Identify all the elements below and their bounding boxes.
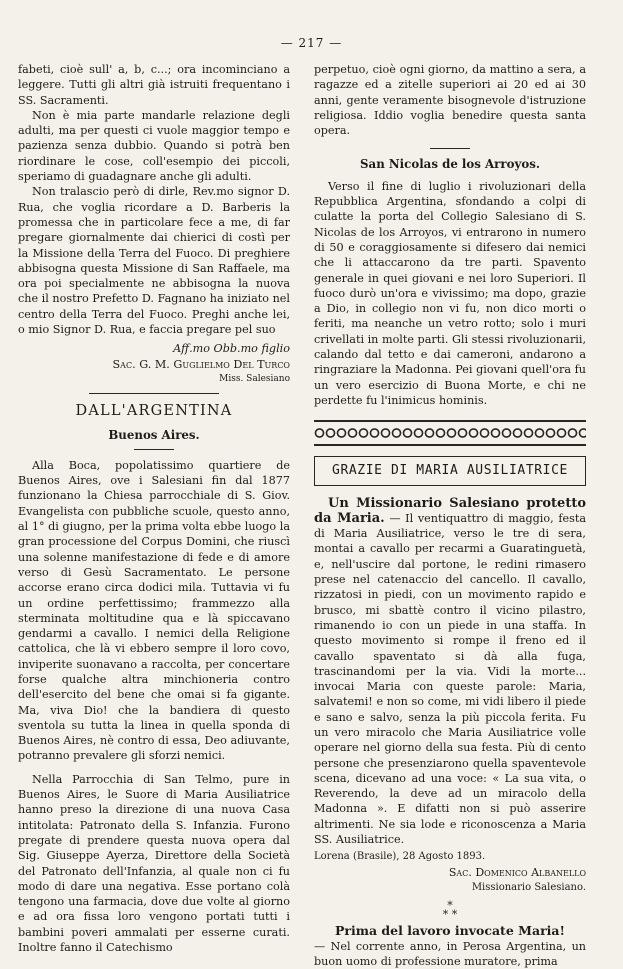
- signature-title: Miss. Salesiano: [219, 373, 290, 384]
- paragraph: Non è mia parte mandarle relazione degli adulti, ma per questi ci vuole maggior tempo e pazienza senza dubbio. Quando si potrà ben riordinare le cose, coll'esempio dei piccoli, speriamo di guadagnare anche gli adulti.: [18, 108, 290, 184]
- article-body: — Il ventiquattro di maggio, festa di Maria Ausiliatrice, verso le tre di sera, montai a cavallo per recarmi a Guaratinguetà, e, nell'uscire dal portone, le redini rimasero prese nel catenaccio del cancello. Il cavallo, rizzatosi in piedi, con un movimento rapido e brusco, mi sbattè contro il vicino pilastro, rimanendo io con un piede in una staffa. In questo movimento si rompe il freno ed il cavallo spaventato si dà alla fuga, trascinandomi per la via. Vidi la morte... invocai Maria con queste parole: Maria, salvatemi! e non so come, mi vidi libero il piede e sano e salvo, senza la più piccola ferita. Fu un vero miracolo che Maria Ausiliatrice volle operare nel giorno della sua festa. Più di cento persone che presenziarono quella spaventevole scena, dicevano ad una voce: « La sua vita, o Reverendo, la deve ad un miracolo della Madonna ». E difatti non si può asserire altrimenti. Ne sia lode e riconoscenza a Maria SS. Ausiliatrice.: [314, 511, 586, 847]
- paragraph: perpetuo, cioè ogni giorno, da mattino a sera, a ragazze ed a zitelle superiori ai 20 ed ai 30 anni, gente veramente bisognevole d'istruzione religiosa. Iddio voglia benedire questa santa opera.: [314, 63, 586, 138]
- paragraph: Non tralascio però di dirle, Rev.mo signor D. Rua, che voglia ricordare a D. Barberis la promessa che in particolare fece a me, di far pregare giornalmente dai chierici di costì per la Missione della Terra del Fuoco. Di preghiere abbisogna questa Missione di San Raffaele, ma ora poi specialmente ne abbisogna la nuova che il nostro Prefetto D. Fagnano ha iniziato nel centro della Terra del Fuoco. Preghi anche lei, o mio Signor D. Rua, e faccia pregare pel suo: [18, 185, 290, 337]
- signature-name: Sac. G. M. Guglielmo Del Turco: [112, 357, 290, 371]
- article-title: Prima del lavoro invocate Maria!: [334, 923, 565, 939]
- right-column: [314, 62, 586, 969]
- signature-closing: Aff.mo Obb.mo figlio: [173, 342, 290, 356]
- short-divider: [430, 148, 470, 149]
- asterism: * * *: [442, 899, 458, 922]
- dateline: Lorena (Brasile), 28 Agosto 1893.: [314, 851, 486, 863]
- subsection-heading: Buenos Aires.: [108, 427, 200, 442]
- paragraph: Nella Parrocchia di San Telmo, pure in Buenos Aires, le Suore di Maria Ausiliatrice hanno preso la direzione di una nuova Casa intitolata: Patronato della S. Infanzia. Furono pregate di prendere questa nuova opera dal Sig. Giuseppe Ayerza, Direttore della Società del Patronato dell'Infanzia, al quale non ci fu modo di dare una negativa. Esse portano colà tengono una farmacia, dove due volte al giorno e ad ora fissa loro vengono portati tutti i bambini poveri ammalati per esserne curati. Inoltre fanno il Catechismo: [18, 772, 290, 955]
- author-name: Sac. Domenico Albanello: [448, 865, 586, 879]
- author-role: Missionario Salesiano.: [471, 881, 586, 893]
- left-column: [18, 62, 290, 955]
- section-divider: [89, 393, 219, 394]
- paragraph: Verso il fine di luglio i rivoluzionari della Repubblica Argentina, sfondando a colpi di culatte la porta del Collegio Salesiano di S. Nicolas de los Arroyos, vi entrarono in numero di 50 e coraggiosamente si difesero dai nemici che li attaccarono da tre parti. Spavento generale in quei giovani e nei loro Superiori. Il fuoco durò un'ora e vivissimo; ma dopo, grazie a Dio, in collegio non vi fu, non dico morti o feriti, ma neanche un vetro rotto; solo i muri crivellati in molte parti. Gli stessi rivoluzionarii, calando dal tetto e dai cameroni, andarono a ringraziare la Madonna. Pei giovani quell'ora fu un vero esercizio di Buona Morte, e chi ne perdette fu l'inimicus hominis.: [314, 179, 586, 407]
- short-divider: [134, 449, 174, 450]
- ornamental-border: [314, 420, 586, 446]
- section-heading: DALL'ARGENTINA: [75, 403, 233, 420]
- paragraph: fabeti, cioè sull' a, b, c...; ora incominciano a leggere. Tutti gli altri già istruiti frequentano i SS. Sacramenti.: [18, 63, 290, 107]
- page-number: — 217 —: [280, 36, 343, 50]
- article-title: Un Missionario Salesiano protetto da Maria.: [314, 495, 586, 526]
- paragraph: — Nel corrente anno, in Perosa Argentina, un buon uomo di professione muratore, prima: [314, 939, 586, 968]
- boxed-heading: GRAZIE DI MARIA AUSILIATRICE: [314, 456, 586, 485]
- paragraph: Alla Boca, popolatissimo quartiere de Buenos Aires, ove i Salesiani fin dal 1877 funzionano la Chiesa parrocchiale di S. Giov. Evangelista con pubbliche scuole, questo anno, al 1° di giugno, per la prima volta ebbe luogo la gran processione del Corpus Domini, che riuscì una solenne manifestazione di fede e di amore verso di Gesù Sacramentato. Le persone accorse erano circa dodici mila. Tuttavia vi fu un ordine perfettissimo; frammezzo alla sterminata moltitudine qua e là spiccavano gendarmi a cavallo. I nemici della Religione cattolica, che là vi ebbero sempre il loro covo, inviperite suonavano a raccolta, per concertare forse qualche altra minchioneria contro dell'esercito del bene che omai si fa gigante. Ma, viva Dio! che la bandiera di questo sventola su tutta la linea in quella sponda di Buenos Aires, nè contro di essa, Deo adiuvante, potranno prevalere gli sforzi nemici.: [18, 458, 290, 763]
- subsection-heading: San Nicolas de los Arroyos.: [360, 157, 540, 172]
- paragraph: [314, 496, 586, 848]
